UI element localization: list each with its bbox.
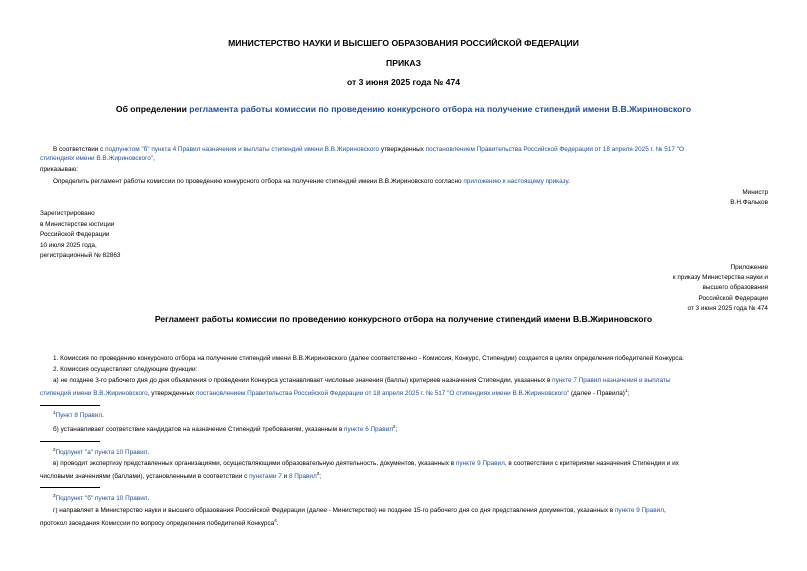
function-a-line2 bbox=[40, 386, 629, 398]
footnote-divider bbox=[40, 441, 100, 442]
function-text: а) не позднее 3-го рабочего дня до дня объявления о проведении Конкурса устанавливает числовые значения (баллы) критериев назначения Стипендии, указанных в bbox=[53, 377, 553, 384]
function-text: в) проводит экспертизу представленных организациями, осуществляющими образовательную деятельность, документов, указанных в bbox=[53, 460, 456, 467]
footnote-ref-4[interactable]: 4 bbox=[274, 518, 277, 523]
function-text: , bbox=[663, 507, 666, 514]
footnote-3 bbox=[53, 491, 149, 503]
function-b bbox=[53, 422, 397, 434]
footnote-2 bbox=[53, 445, 149, 457]
footnote-1 bbox=[53, 408, 104, 420]
footnote-divider bbox=[40, 487, 100, 488]
footnote-number: 1 bbox=[53, 410, 56, 415]
subject-prefix: Об определении bbox=[115, 104, 190, 114]
function-c-line1 bbox=[53, 459, 679, 468]
regulation-item-1: 1. Комиссия по проведению конкурсного отбора на получение стипендий имени В.В.Жириновского (далее соответственно - Комиссия, Конкурс, Стипендии) создается в целях определения победителей Конкурса. bbox=[53, 355, 684, 362]
link-points-7[interactable]: пунктами 7 bbox=[249, 473, 282, 481]
function-text: ; bbox=[395, 426, 398, 434]
regulation-title: Регламент работы комиссии по проведению конкурсного отбора на получение стипендий имени В.В.Жириновского bbox=[154, 314, 653, 324]
registration-line3: Российской Федерации bbox=[40, 231, 110, 238]
signature-name: В.Н.Фальков bbox=[730, 199, 768, 206]
link-point-9-d[interactable]: пункте 9 Правил bbox=[614, 507, 664, 514]
preamble-line2 bbox=[40, 154, 155, 163]
function-d-line2 bbox=[40, 516, 279, 528]
link-point-6[interactable]: пункте 6 Правил bbox=[344, 426, 393, 434]
footnote-ref-1[interactable]: 1 bbox=[624, 388, 628, 393]
link-subpoint-10a[interactable]: Подпункт "а" пункта 10 Правил bbox=[55, 449, 148, 457]
link-rules-point-7[interactable]: пункте 7 Правил назначения и выплаты bbox=[552, 377, 671, 384]
doc-type-heading: ПРИКАЗ bbox=[386, 58, 421, 68]
preamble-text: . bbox=[568, 178, 570, 185]
link-point-8[interactable]: Пункт 8 Правил bbox=[55, 412, 103, 420]
function-text: , в соответствии с критериями назначения Стипендии и их bbox=[504, 460, 679, 467]
preamble-text: Определить регламент работы комиссии по проведению конкурсного отбора на получение стипендий имени В.В.Жириновского согласно bbox=[53, 178, 464, 185]
registration-line5: регистрационный № 82863 bbox=[40, 252, 121, 259]
order-subject bbox=[0, 104, 807, 114]
function-text: числовыми значениями (баллами), установленными в соответствии с bbox=[40, 473, 250, 481]
preamble-text: , bbox=[153, 155, 155, 162]
function-text: ; bbox=[319, 473, 321, 481]
regulation-item-2: 2. Комиссия осуществляет следующие функции: bbox=[53, 366, 198, 373]
link-subparagraph-4b[interactable]: подпунктом "б" пункта 4 Правил назначения и выплаты стипендий имени В.В.Жириновского bbox=[105, 146, 380, 153]
function-d-line1 bbox=[53, 506, 666, 515]
order-word: приказываю: bbox=[40, 166, 78, 173]
appendix-line1: Приложение bbox=[730, 264, 768, 271]
link-point-9[interactable]: пункте 9 Правил bbox=[455, 460, 505, 467]
link-points-8[interactable]: 8 Правил bbox=[288, 473, 317, 481]
function-text: и bbox=[281, 473, 289, 481]
preamble-text: утвержденных bbox=[379, 146, 426, 153]
function-text: . bbox=[276, 520, 279, 528]
order-date-number: от 3 июня 2025 года № 474 bbox=[346, 77, 461, 87]
registration-line1: Зарегистрировано bbox=[40, 210, 95, 217]
link-rules-name[interactable]: стипендий имени В.В.Жириновского bbox=[40, 390, 148, 398]
function-text: ; bbox=[627, 390, 630, 398]
registration-line2: в Министерстве юстиции bbox=[40, 221, 115, 228]
footnote-text: . bbox=[147, 449, 150, 457]
ministry-heading: МИНИСТЕРСТВО НАУКИ И ВЫСШЕГО ОБРАЗОВАНИЯ РОССИЙСКОЙ ФЕДЕРАЦИИ bbox=[228, 38, 579, 48]
appendix-line2: к приказу Министерства науки и bbox=[672, 274, 768, 281]
appendix-line4: Российской Федерации bbox=[698, 295, 768, 302]
footnote-number: 3 bbox=[53, 493, 56, 498]
preamble-line1 bbox=[53, 145, 684, 154]
preamble-text: В соответствии с bbox=[53, 146, 106, 153]
signature-title: Министр bbox=[742, 189, 768, 196]
footnote-text: . bbox=[147, 495, 150, 503]
footnote-ref-2[interactable]: 2 bbox=[392, 424, 396, 429]
link-government-decree[interactable]: постановлением Правительства Российской Федерации от 18 апреля 2025 г. № 517 "О bbox=[425, 146, 684, 153]
function-text: протокол заседания Комиссии по вопросу определения победителей Конкурса bbox=[40, 520, 275, 528]
footnote-divider bbox=[40, 405, 100, 406]
link-appendix[interactable]: приложению к настоящему приказу bbox=[463, 178, 569, 185]
link-decree-517[interactable]: постановлением Правительства Российской Федерации от 18 апреля 2025 г. № 517 "О стипендиях имени В.В.Жириновского" bbox=[196, 390, 570, 398]
function-c-line2 bbox=[40, 469, 321, 481]
subject-link[interactable]: регламента работы комиссии по проведению конкурсного отбора на получение стипендий имени В.В.Жириновского bbox=[189, 104, 692, 114]
function-text: г) направляет в Министерство науки и высшего образования Российской Федерации (далее - Министерство) не позднее 15-го рабочего дня со дня представления документов, указанных в bbox=[53, 507, 615, 514]
appendix-line5: от 3 июня 2025 года № 474 bbox=[687, 305, 768, 312]
preamble-line3 bbox=[53, 177, 570, 186]
function-text: (далее - Правила) bbox=[569, 390, 625, 398]
registration-line4: 10 июля 2025 года, bbox=[40, 242, 97, 249]
function-text: б) устанавливает соответствие кандидатов на назначение Стипендий требованиям, указанным в bbox=[53, 426, 344, 434]
footnote-number: 2 bbox=[53, 447, 56, 452]
function-text: , утвержденных bbox=[147, 390, 197, 398]
link-government-decree-cont[interactable]: стипендиях имени В.В.Жириновского" bbox=[40, 155, 154, 162]
function-a-line1 bbox=[53, 376, 670, 385]
footnote-ref-3[interactable]: 3 bbox=[316, 471, 320, 476]
footnote-text: . bbox=[102, 412, 104, 420]
appendix-line3: высшего образования bbox=[702, 284, 768, 291]
link-subpoint-10b[interactable]: Подпункт "б" пункта 10 Правил bbox=[55, 495, 148, 503]
